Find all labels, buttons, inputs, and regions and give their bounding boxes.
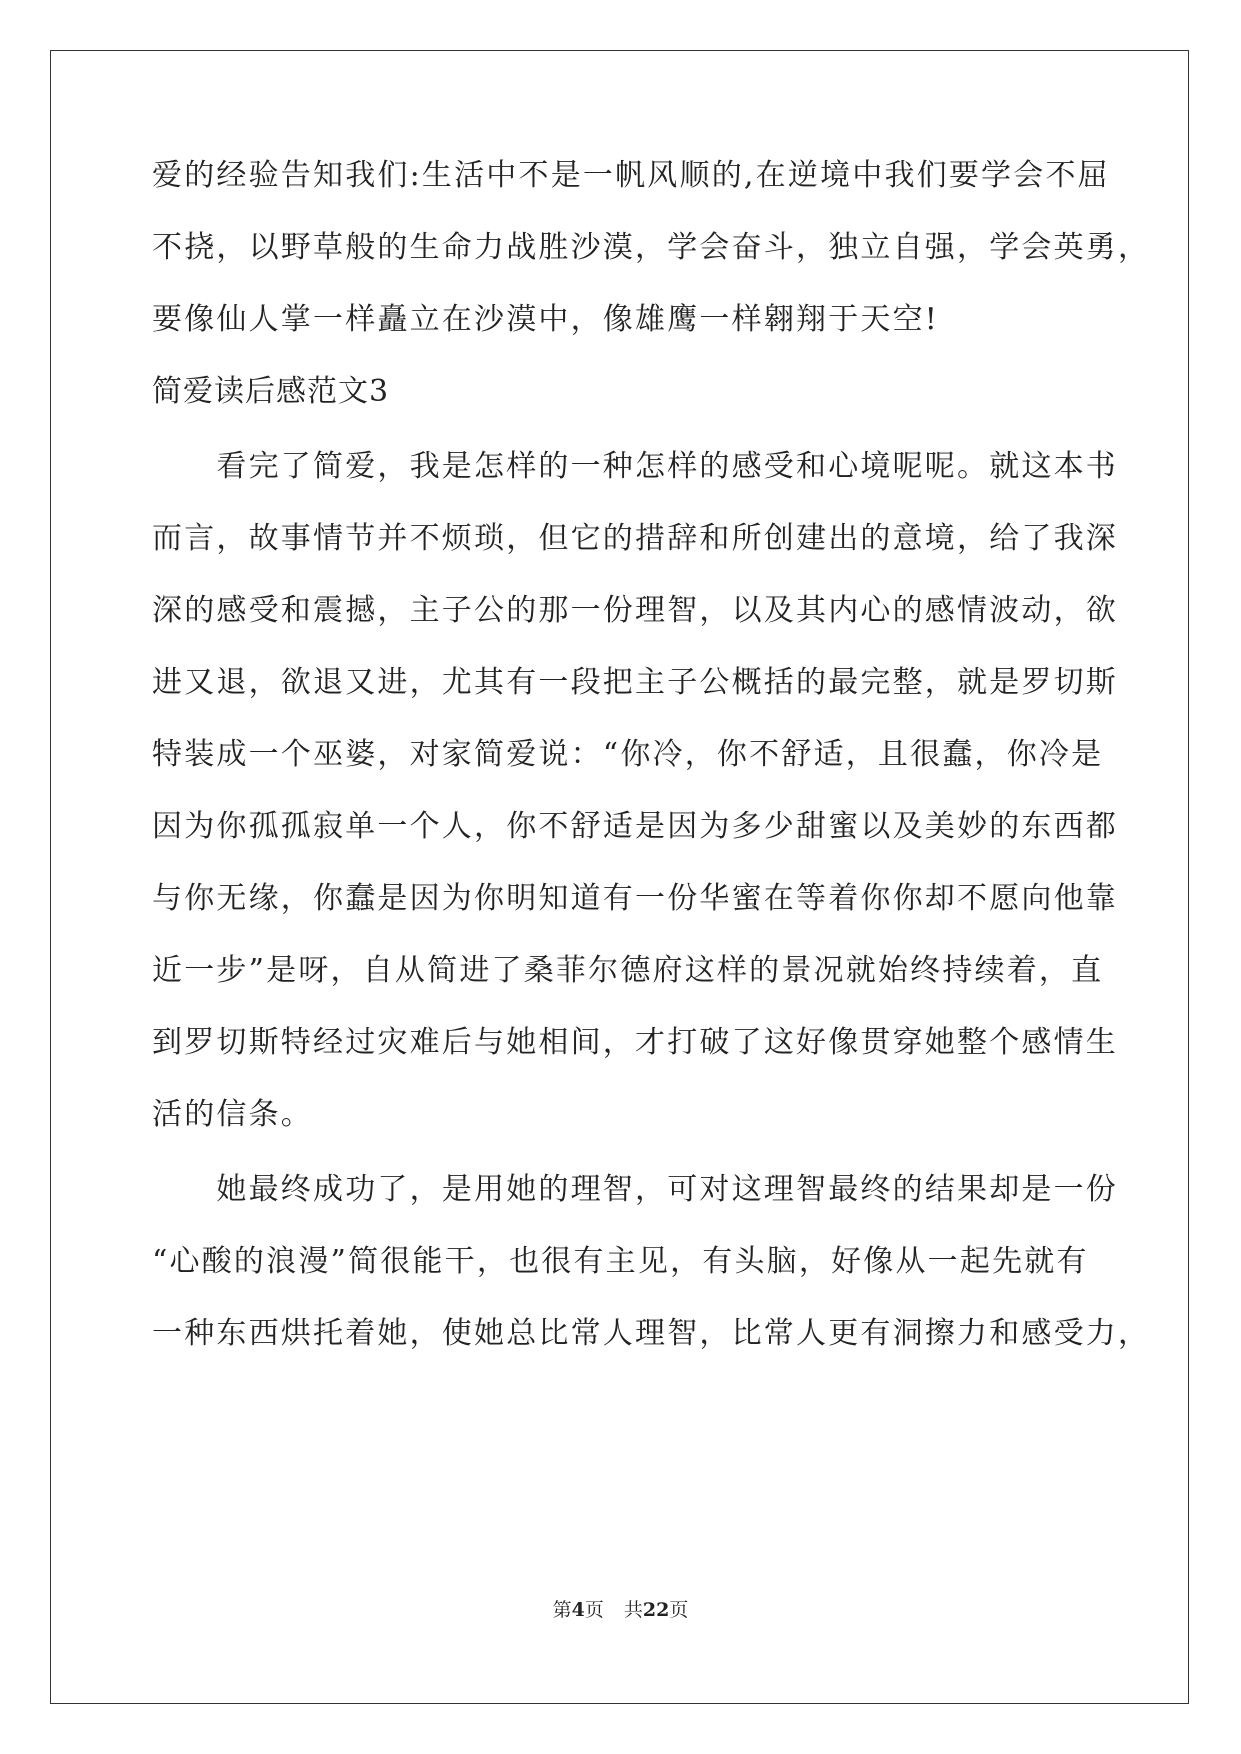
paragraph-line: 而言，故事情节并不烦琐，但它的措辞和所创建出的意境，给了我深 bbox=[152, 521, 1118, 556]
footer-total-pages: 22 bbox=[642, 1599, 670, 1621]
paragraph-line: 爱的经验告知我们:生活中不是一帆风顺的,在逆境中我们要学会不屈 bbox=[152, 158, 1110, 193]
paragraph-line: “心酸的浪漫”简很能干，也很有主见，有头脑，好像从一起先就有 bbox=[152, 1244, 1089, 1279]
paragraph-line: 看完了简爱，我是怎样的一种怎样的感受和心境呢呢。就这本书 bbox=[152, 449, 1118, 484]
footer-total-prefix: 共 bbox=[623, 1599, 643, 1621]
page-footer bbox=[0, 1598, 1241, 1622]
paragraph-line: 她最终成功了，是用她的理智，可对这理智最终的结果却是一份 bbox=[152, 1172, 1118, 1207]
paragraph-line: 因为你孤孤寂单一个人，你不舒适是因为多少甜蜜以及美妙的东西都 bbox=[152, 809, 1118, 844]
paragraph-line: 一种东西烘托着她，使她总比常人理智，比常人更有洞擦力和感受力， bbox=[152, 1316, 1151, 1351]
paragraph-line: 深的感受和震撼，主子公的那一份理智，以及其内心的感情波动，欲 bbox=[152, 593, 1118, 628]
paragraph-line: 到罗切斯特经过灾难后与她相间，才打破了这好像贯穿她整个感情生 bbox=[152, 1025, 1118, 1060]
paragraph-line: 要像仙人掌一样矗立在沙漠中，像雄鹰一样翱翔于天空! bbox=[152, 302, 940, 337]
footer-page-number: 4 bbox=[571, 1599, 585, 1621]
footer-page-prefix: 第 bbox=[552, 1599, 572, 1621]
page-border bbox=[50, 50, 1189, 1704]
paragraph-line: 不挠，以野草般的生命力战胜沙漠，学会奋斗，独立自强，学会英勇， bbox=[152, 230, 1151, 265]
footer-page-suffix: 页 bbox=[584, 1599, 604, 1621]
paragraph-line: 特装成一个巫婆，对家简爱说：“你冷，你不舒适，且很蠢，你冷是 bbox=[152, 737, 1104, 772]
paragraph-line: 与你无缘，你蠢是因为你明知道有一份华蜜在等着你你却不愿向他靠 bbox=[152, 881, 1118, 916]
paragraph-line: 进又退，欲退又进，尤其有一段把主子公概括的最完整，就是罗切斯 bbox=[152, 665, 1118, 700]
paragraph-line: 活的信条。 bbox=[152, 1097, 313, 1132]
footer-total-suffix: 页 bbox=[669, 1599, 689, 1621]
paragraph-line: 近一步”是呀，自从简进了桑菲尔德府这样的景况就始终持续着，直 bbox=[152, 953, 1104, 988]
section-heading: 简爱读后感范文3 bbox=[152, 374, 390, 409]
